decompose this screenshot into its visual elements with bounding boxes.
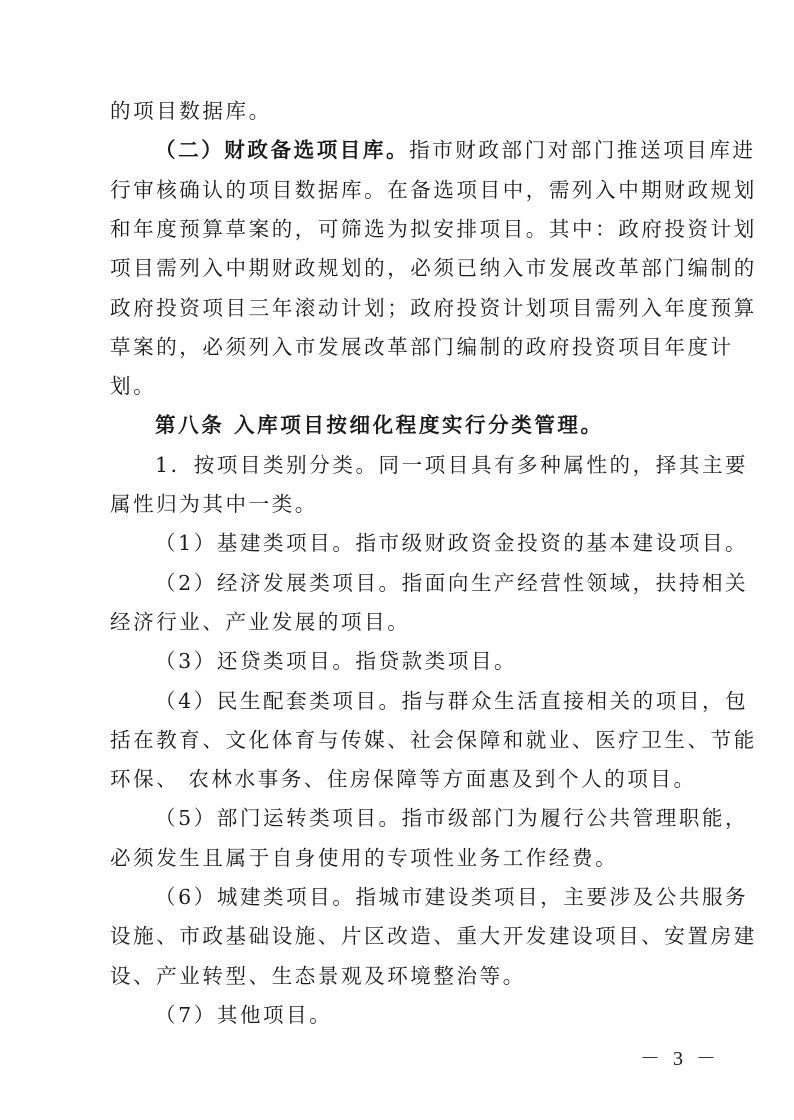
line-text: （7）其他项目。: [155, 1003, 333, 1027]
paragraph-line: [155, 568, 749, 598]
paragraph-line: [110, 607, 700, 637]
paragraph-line: [155, 803, 749, 833]
line-text: （3）还贷类项目。指贷款类项目。: [155, 649, 518, 673]
paragraph-line: [110, 214, 757, 244]
line-text: （6）城建类项目。指城市建设类项目，主要涉及公共服务: [155, 885, 749, 909]
line-text: 项目需列入中期财政规划的，必须已纳入市发展改革部门编制的: [110, 256, 757, 280]
paragraph-line: [110, 96, 700, 126]
line-text: （2）经济发展类项目。指面向生产经营性领域，扶持相关: [155, 571, 749, 595]
paragraph-line: [110, 725, 757, 755]
article-heading-text: 第八条 入库项目按细化程度实行分类管理。: [155, 413, 604, 437]
paragraph-line: [110, 293, 757, 323]
line-text: （4）民生配套类项目。指与群众生活直接相关的项目，包: [155, 689, 749, 713]
line-text: 1．按项目类别分类。同一项目具有多种属性的，择其主要: [155, 453, 749, 477]
line-text: 属性归为其中一类。: [110, 492, 318, 516]
paragraph-line: [110, 175, 757, 205]
line-text: 政府投资项目三年滚动计划；政府投资计划项目需列入年度预算: [110, 296, 757, 320]
line-text: 和年度预算草案的，可筛选为拟安排项目。其中：政府投资计划: [110, 217, 757, 241]
line-text: 指市财政部门对部门推送项目库进: [409, 138, 756, 162]
line-text: 经济行业、产业发展的项目。: [110, 610, 411, 634]
paragraph-line: [110, 332, 734, 362]
paragraph-line: [110, 489, 700, 519]
line-text: （1）基建类项目。指市级财政资金投资的基本建设项目。: [155, 531, 749, 555]
line-text: 行审核确认的项目数据库。在备选项目中，需列入中期财政规划: [110, 178, 757, 202]
line-text: 的项目数据库。: [110, 99, 272, 123]
paragraph-line: [110, 843, 700, 873]
paragraph-line: [155, 135, 756, 165]
paragraph-line: [110, 253, 757, 283]
line-text: 划。: [110, 374, 157, 398]
paragraph-line: [155, 1000, 700, 1030]
paragraph-line: [110, 764, 700, 794]
line-text: 设、产业转型、生态景观及环境整治等。: [110, 964, 526, 988]
section-lead: （二）财政备选项目库。: [155, 138, 410, 162]
paragraph-line: [155, 450, 749, 480]
line-text: （5）部门运转类项目。指市级部门为履行公共管理职能，: [155, 806, 749, 830]
paragraph-line: [110, 921, 757, 951]
paragraph-line: [110, 961, 700, 991]
line-text: 草案的，必须列入市发展改革部门编制的政府投资项目年度计: [110, 335, 734, 359]
paragraph-line: [110, 371, 700, 401]
line-text: 环保、 农林水事务、住房保障等方面惠及到个人的项目。: [110, 767, 697, 791]
paragraph-line: [155, 528, 749, 558]
article-heading: [155, 410, 700, 440]
line-text: 括在教育、文化体育与传媒、社会保障和就业、医疗卫生、节能: [110, 728, 757, 752]
paragraph-line: [155, 686, 749, 716]
line-text: 设施、市政基础设施、片区改造、重大开发建设项目、安置房建: [110, 924, 757, 948]
paragraph-line: [155, 646, 700, 676]
line-text: 必须发生且属于自身使用的专项性业务工作经费。: [110, 846, 619, 870]
page-number: － 3 －: [640, 1048, 720, 1070]
paragraph-line: [155, 882, 749, 912]
